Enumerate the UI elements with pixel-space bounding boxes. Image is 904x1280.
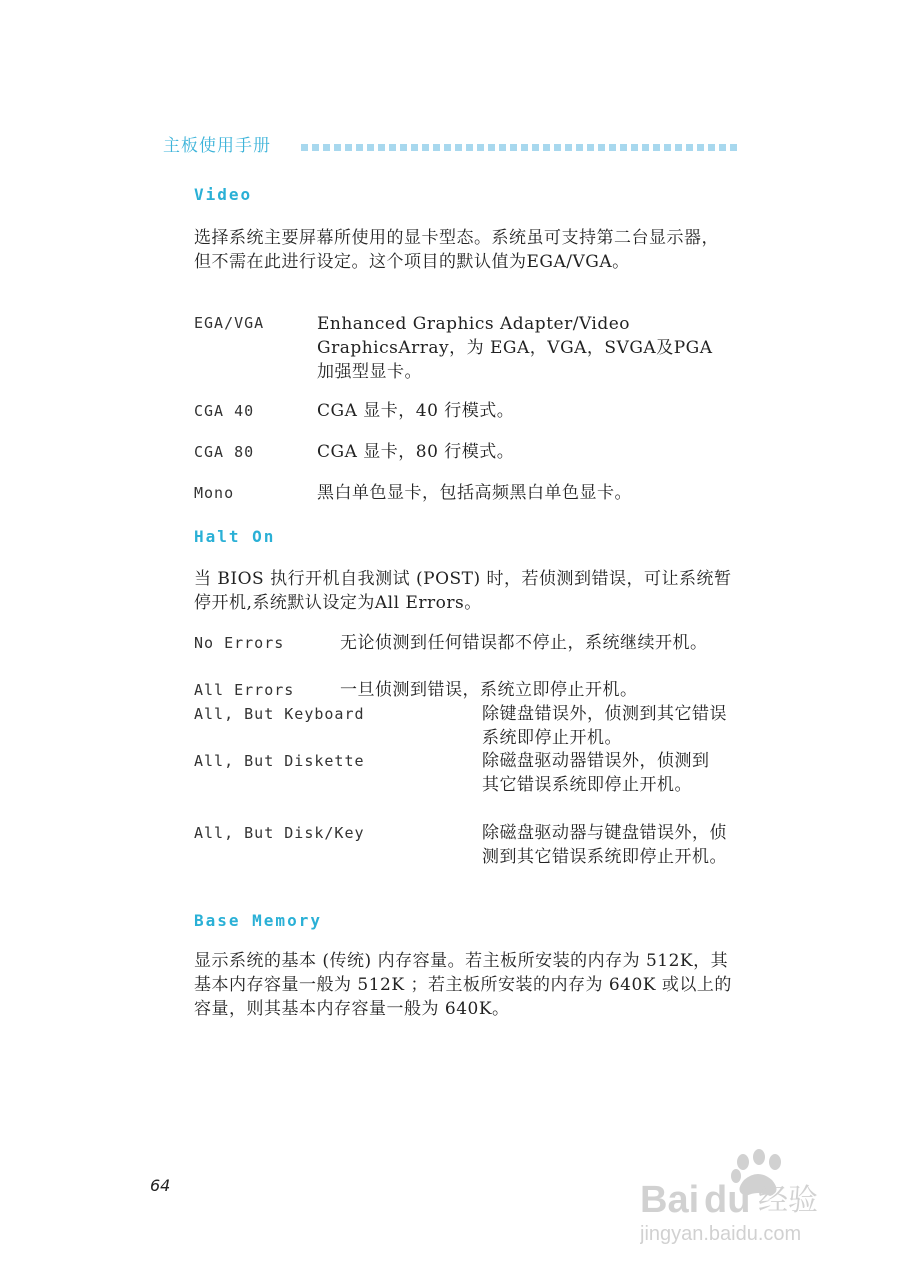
svg-text:du: du <box>704 1179 751 1221</box>
option-desc: 一旦侦测到错误，系统立即停止开机。 <box>340 680 638 700</box>
option-term: No Errors <box>194 634 285 652</box>
baidu-watermark <box>640 1140 870 1250</box>
option-desc: 无论侦测到任何错误都不停止，系统继续开机。 <box>340 633 708 653</box>
option-term: All, But Diskette <box>194 752 365 770</box>
section-title-halt-on: Halt On <box>194 527 276 546</box>
option-term: CGA 40 <box>194 402 255 420</box>
option-desc: CGA 显卡，40 行模式。 <box>317 401 515 421</box>
option-desc: Enhanced Graphics Adapter/Video GraphicsArray，为 EGA，VGA，SVGA及PGA 加强型显卡。 <box>317 314 713 382</box>
svg-text:经验: 经验 <box>758 1183 818 1218</box>
option-term: CGA 80 <box>194 443 255 461</box>
header-title: 主板使用手册 <box>163 136 271 156</box>
svg-text:jingyan.baidu.com: jingyan.baidu.com <box>640 1223 802 1245</box>
option-desc: 除磁盘驱动器错误外，侦测到其它错误系统即停止开机。 <box>482 751 710 795</box>
option-term: EGA/VGA <box>194 314 265 332</box>
page-number: 64 <box>150 1176 171 1195</box>
option-desc: CGA 显卡，80 行模式。 <box>317 442 515 462</box>
option-desc: 黑白单色显卡，包括高频黑白单色显卡。 <box>317 483 632 503</box>
option-term: All Errors <box>194 681 295 699</box>
option-desc: 除磁盘驱动器与键盘错误外，侦测到其它错误系统即停止开机。 <box>482 823 727 867</box>
option-term: Mono <box>194 484 235 502</box>
header-dotted-rule <box>301 144 737 151</box>
section-title-base-memory: Base Memory <box>194 911 322 930</box>
page-header <box>163 131 743 157</box>
svg-text:Bai: Bai <box>640 1179 700 1221</box>
section-title-video: Video <box>194 185 253 204</box>
option-term: All, But Disk/Key <box>194 824 365 842</box>
base-memory-intro: 显示系统的基本 (传统) 内存容量。若主板所安装的内存为 512K，其基本内存容量一般为 512K ；若主板所安装的内存为 640K 或以上的容量，则其基本内存容量一般为 640K。 <box>194 951 732 1019</box>
video-intro: 选择系统主要屏幕所使用的显卡型态。系统虽可支持第二台显示器，但不需在此进行设定。这个项目的默认值为EGA/VGA。 <box>194 228 719 272</box>
halt-on-intro: 当 BIOS 执行开机自我测试 (POST) 时，若侦测到错误，可让系统暂停开机,系统默认设定为All Errors。 <box>194 569 732 613</box>
option-desc: 除键盘错误外，侦测到其它错误系统即停止开机。 <box>482 704 727 748</box>
option-term: All, But Keyboard <box>194 705 365 723</box>
